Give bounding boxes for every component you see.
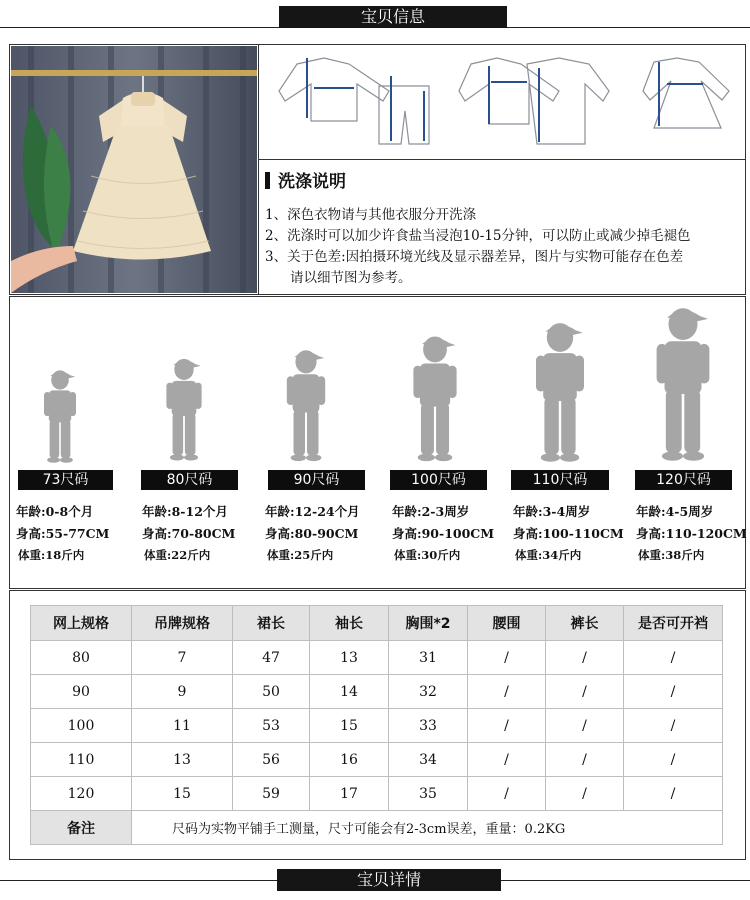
size-tag-110: 110尺码 bbox=[511, 470, 609, 490]
table-cell: 13 bbox=[310, 641, 389, 675]
table-header-row bbox=[31, 606, 723, 641]
table-cell: 100 bbox=[31, 709, 132, 743]
wash-instructions-title bbox=[265, 167, 346, 192]
size-tag-90: 90尺码 bbox=[268, 470, 365, 490]
column-header: 腰围 bbox=[468, 606, 546, 641]
size-height: 身高:100-110CM bbox=[513, 526, 624, 541]
column-header: 袖长 bbox=[310, 606, 389, 641]
table-cell: 33 bbox=[389, 709, 468, 743]
wash-line-2: 2、洗涤时可以加少许食盐当浸泡10-15分钟，可以防止或减少掉毛褪色 bbox=[265, 228, 691, 244]
size-tag-80: 80尺码 bbox=[141, 470, 238, 490]
table-cell: 34 bbox=[389, 743, 468, 777]
table-cell: / bbox=[546, 641, 624, 675]
size-tag-120: 120尺码 bbox=[635, 470, 732, 490]
table-cell: 56 bbox=[233, 743, 310, 777]
size-spec-table bbox=[30, 605, 723, 845]
table-cell: / bbox=[624, 675, 723, 709]
table-cell: 35 bbox=[389, 777, 468, 811]
table-cell: 90 bbox=[31, 675, 132, 709]
kid-silhouette-icon bbox=[162, 354, 206, 464]
table-cell: / bbox=[624, 709, 723, 743]
column-header: 吊牌规格 bbox=[132, 606, 233, 641]
frame-divider-horizontal bbox=[258, 159, 746, 160]
table-row bbox=[31, 777, 723, 811]
table-cell: 7 bbox=[132, 641, 233, 675]
table-cell: 14 bbox=[310, 675, 389, 709]
size-age: 年龄:4-5周岁 bbox=[636, 504, 714, 519]
column-header: 网上规格 bbox=[31, 606, 132, 641]
size-weight: 体重:34斤内 bbox=[515, 548, 582, 562]
kid-silhouette-icon bbox=[650, 302, 716, 465]
table-cell: / bbox=[546, 675, 624, 709]
size-height: 身高:80-90CM bbox=[265, 526, 359, 541]
table-cell: / bbox=[468, 777, 546, 811]
kid-silhouette-icon bbox=[408, 331, 462, 465]
title-bar-icon bbox=[265, 172, 270, 189]
kid-silhouette-icon bbox=[282, 345, 330, 465]
table-cell: 59 bbox=[233, 777, 310, 811]
wash-title-text: 洗涤说明 bbox=[278, 172, 346, 192]
size-height: 身高:55-77CM bbox=[16, 526, 110, 541]
table-cell: / bbox=[546, 743, 624, 777]
size-weight: 体重:25斤内 bbox=[267, 548, 334, 562]
table-cell: / bbox=[546, 709, 624, 743]
section-header-details: 宝贝详情 bbox=[277, 869, 501, 891]
size-age: 年龄:8-12个月 bbox=[142, 504, 228, 519]
table-note-row bbox=[31, 811, 723, 845]
table-row bbox=[31, 709, 723, 743]
section-header-info: 宝贝信息 bbox=[279, 6, 507, 28]
table-cell: 11 bbox=[132, 709, 233, 743]
table-cell: 15 bbox=[310, 709, 389, 743]
size-height: 身高:110-120CM bbox=[636, 526, 747, 541]
table-cell: / bbox=[624, 641, 723, 675]
table-cell: / bbox=[468, 743, 546, 777]
size-age: 年龄:12-24个月 bbox=[265, 504, 360, 519]
table-cell: 9 bbox=[132, 675, 233, 709]
table-cell: / bbox=[468, 641, 546, 675]
size-height: 身高:90-100CM bbox=[392, 526, 495, 541]
table-cell: 120 bbox=[31, 777, 132, 811]
size-tag-100: 100尺码 bbox=[390, 470, 487, 490]
table-cell: / bbox=[468, 675, 546, 709]
column-header: 是否可开裆 bbox=[624, 606, 723, 641]
table-cell: 53 bbox=[233, 709, 310, 743]
size-guide-frame bbox=[9, 296, 746, 589]
column-header: 裤长 bbox=[546, 606, 624, 641]
table-cell: 80 bbox=[31, 641, 132, 675]
table-row bbox=[31, 743, 723, 777]
table-cell: / bbox=[624, 777, 723, 811]
column-header: 胸围*2 bbox=[389, 606, 468, 641]
table-cell: / bbox=[546, 777, 624, 811]
size-height: 身高:70-80CM bbox=[142, 526, 236, 541]
table-cell: 13 bbox=[132, 743, 233, 777]
kid-silhouette-icon bbox=[40, 368, 80, 464]
table-cell: 31 bbox=[389, 641, 468, 675]
size-weight: 体重:18斤内 bbox=[18, 548, 85, 562]
table-row bbox=[31, 641, 723, 675]
size-weight: 体重:30斤内 bbox=[394, 548, 461, 562]
table-row bbox=[31, 675, 723, 709]
size-age: 年龄:0-8个月 bbox=[16, 504, 94, 519]
size-age: 年龄:3-4周岁 bbox=[513, 504, 591, 519]
kid-silhouette-icon bbox=[530, 318, 590, 465]
wash-line-4: 请以细节图为参考。 bbox=[290, 270, 412, 286]
size-tag-73: 73尺码 bbox=[18, 470, 113, 490]
measurement-diagrams bbox=[259, 46, 744, 159]
table-cell: 47 bbox=[233, 641, 310, 675]
table-cell: 15 bbox=[132, 777, 233, 811]
column-header: 裙长 bbox=[233, 606, 310, 641]
size-weight: 体重:22斤内 bbox=[144, 548, 211, 562]
size-weight: 体重:38斤内 bbox=[638, 548, 705, 562]
size-age: 年龄:2-3周岁 bbox=[392, 504, 470, 519]
table-cell: 32 bbox=[389, 675, 468, 709]
table-cell: / bbox=[468, 709, 546, 743]
table-cell: 17 bbox=[310, 777, 389, 811]
table-cell: / bbox=[624, 743, 723, 777]
table-cell: 110 bbox=[31, 743, 132, 777]
product-photo bbox=[11, 46, 257, 293]
note-label: 备注 bbox=[31, 811, 132, 845]
table-cell: 50 bbox=[233, 675, 310, 709]
note-text: 尺码为实物平铺手工测量，尺寸可能会有2-3cm误差，重量：0.2KG bbox=[132, 811, 723, 845]
wash-line-3: 3、关于色差:因拍摄环境光线及显示器差异，图片与实物可能存在色差 bbox=[265, 249, 684, 265]
table-cell: 16 bbox=[310, 743, 389, 777]
wash-line-1: 1、深色衣物请与其他衣服分开洗涤 bbox=[265, 207, 477, 223]
